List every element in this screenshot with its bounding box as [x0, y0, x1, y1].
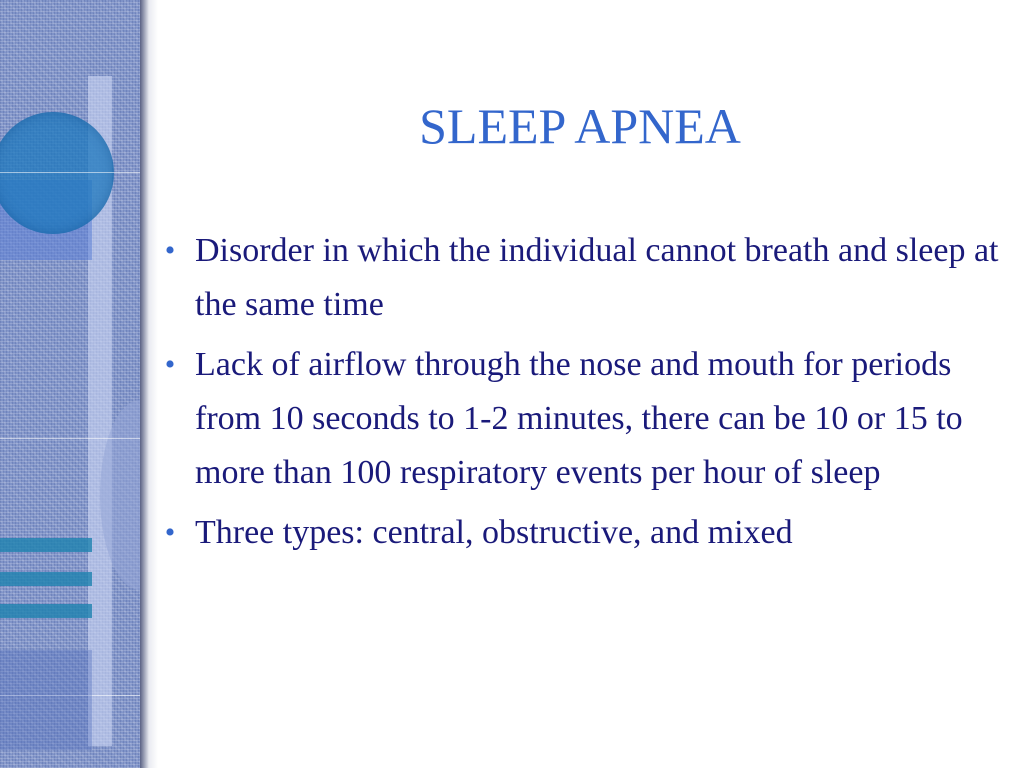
bullet-item	[158, 506, 1008, 560]
bullet-text: Lack of airflow through the nose and mouth for periods from 10 seconds to 1-2 minutes, there can be 10 or 15 to more than 100 respiratory events per hour of sleep	[195, 346, 963, 491]
bullet-point-icon: •	[164, 234, 176, 267]
decorative-side-panel	[0, 0, 140, 768]
decorative-line	[0, 172, 140, 173]
decorative-strip	[0, 650, 92, 750]
bullet-point-icon: •	[164, 348, 176, 381]
bullet-text: Three types: central, obstructive, and mixed	[195, 514, 793, 551]
decorative-bar	[0, 604, 92, 618]
bullet-list	[158, 224, 1008, 566]
decorative-panel-shadow	[140, 0, 158, 768]
decorative-bar	[0, 572, 92, 586]
slide-title: SLEEP APNEA	[419, 98, 741, 154]
bullet-point-icon: •	[164, 516, 176, 549]
bullet-item	[158, 338, 1008, 500]
decorative-line	[0, 438, 140, 439]
decorative-bar	[0, 538, 92, 552]
bullet-text: Disorder in which the individual cannot breath and sleep at the same time	[195, 232, 999, 323]
bullet-item	[158, 224, 1008, 332]
